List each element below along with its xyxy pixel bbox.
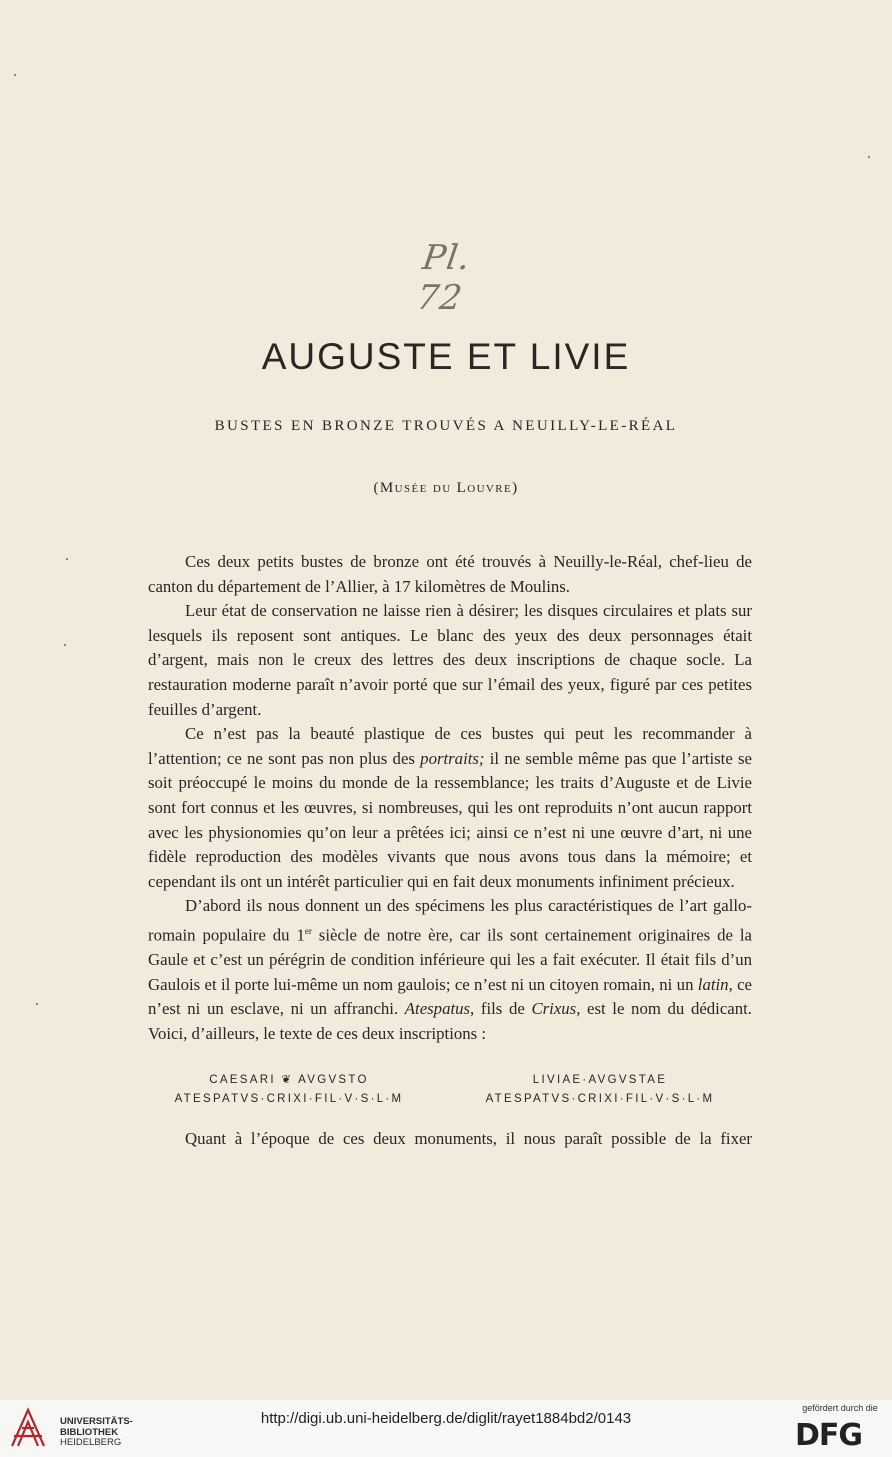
inscription-augustus <box>148 1071 430 1109</box>
text-run: siècle de notre ère, car ils sont certainement originaires de la Gaule et c’est un pérégrin de condition inférieure qui les a fait exécuter. Il était fils d’un Gaulois et il porte lui-même un nom gaulois; ce n’est ni un citoyen romain, ni un <box>148 925 752 994</box>
inscription-line: ATESPATVS·CRIXI·FIL·V·S·L·M <box>485 1093 715 1105</box>
speck <box>64 644 66 646</box>
speck <box>66 558 68 560</box>
handwritten-plate-note: Pl. 72 <box>414 238 474 318</box>
text-run: fils de <box>474 999 532 1019</box>
body-text <box>148 550 752 1046</box>
superscript: er <box>304 925 312 936</box>
text-run: D’abord ils nous donnent un des spécimens les plus caractéristiques de l’art gallo-romain populaire du <box>148 896 752 945</box>
inscriptions <box>148 1071 752 1111</box>
paragraph-1: Ces deux petits bustes de bronze ont été trouvés à Neuilly-le-Réal, chef-lieu de canton du département de l’Allier, à 17 kilomètres de Moulins. <box>148 552 752 596</box>
inscription-line: CAESARI ❦ AVGVSTO <box>209 1074 369 1086</box>
text-run: est le nom du dédicant. Voici, d’ailleurs, le texte de ces deux inscriptions : <box>148 999 752 1043</box>
subtitle: BUSTES EN BRONZE TROUVÉS A NEUILLY-LE-RÉAL <box>214 418 678 434</box>
text-run: ce n’est ni un esclave, ni un affranchi. <box>148 974 752 1019</box>
italic-run: portraits; <box>420 748 485 768</box>
century-number: 1 <box>296 925 305 945</box>
dfg-logo[interactable]: DFG <box>795 1418 863 1453</box>
speck <box>868 156 870 158</box>
italic-run: Crixus, <box>531 999 581 1019</box>
library-line: BIBLIOTHEK <box>60 1426 119 1438</box>
footer-bar <box>0 1400 892 1457</box>
page-title: AUGUSTE ET LIVIE <box>261 336 631 377</box>
continuation-line: Quant à l’époque de ces deux monuments, il nous paraît possible de la fixer <box>185 1129 752 1148</box>
speck <box>36 1003 38 1005</box>
italic-run: latin, <box>697 974 733 994</box>
speck <box>14 74 16 76</box>
text-run: il ne semble même pas que l’artiste se soit préoccupé le moins du monde de la ressemblance; les traits d’Auguste et de Livie sont fort connus et les œuvres, si nombreuses, qui les ont reproduits n’ont aucun rapport avec les physionomies qu’on leur a prêtées ici; ainsi ce n’est ni une œuvre d’art, ni une fidèle reproduction des modèles vivants que nous avons tous dans la mémoire; et cependant ils ont un intérêt particulier qui en fait deux monuments infiniment précieux. <box>148 748 752 891</box>
museum-name: Musée du Louvre <box>379 480 513 496</box>
paragraph-2: Leur état de conservation ne laisse rien à désirer; les disques circulaires et plats sur lesquels ils reposent sont antiques. Le blanc des yeux des deux personnages était d’argent, mais non le creux des lettres des deux inscriptions de chaque socle. La restauration moderne paraît n’avoir porté que sur l’émail des yeux, figuré par ces petites feuilles d’argent. <box>148 601 752 719</box>
text-run: Ce n’est pas la beauté plastique de ces bustes qui peut les recommander à l’attention; ce ne sont pas non plus des <box>148 724 752 768</box>
sponsor-note: gefördert durch die <box>802 1403 878 1413</box>
library-line: HEIDELBERG <box>60 1437 122 1448</box>
paragraph-3 <box>148 722 752 894</box>
museum-caption: (Musée du Louvre) <box>373 480 519 496</box>
paragraph-4 <box>148 894 752 1046</box>
library-line: UNIVERSITÄTS- <box>60 1416 133 1427</box>
inscription-livia <box>448 1071 752 1109</box>
inscription-line: ATESPATVS·CRIXI·FIL·V·S·L·M <box>174 1093 404 1105</box>
italic-run: Atespatus, <box>404 999 475 1019</box>
inscription-line: LIVIAE·AVGVSTAE <box>532 1074 668 1086</box>
permalink-url[interactable]: http://digi.ub.uni-heidelberg.de/diglit/rayet1884bd2/0143 <box>260 1410 632 1427</box>
